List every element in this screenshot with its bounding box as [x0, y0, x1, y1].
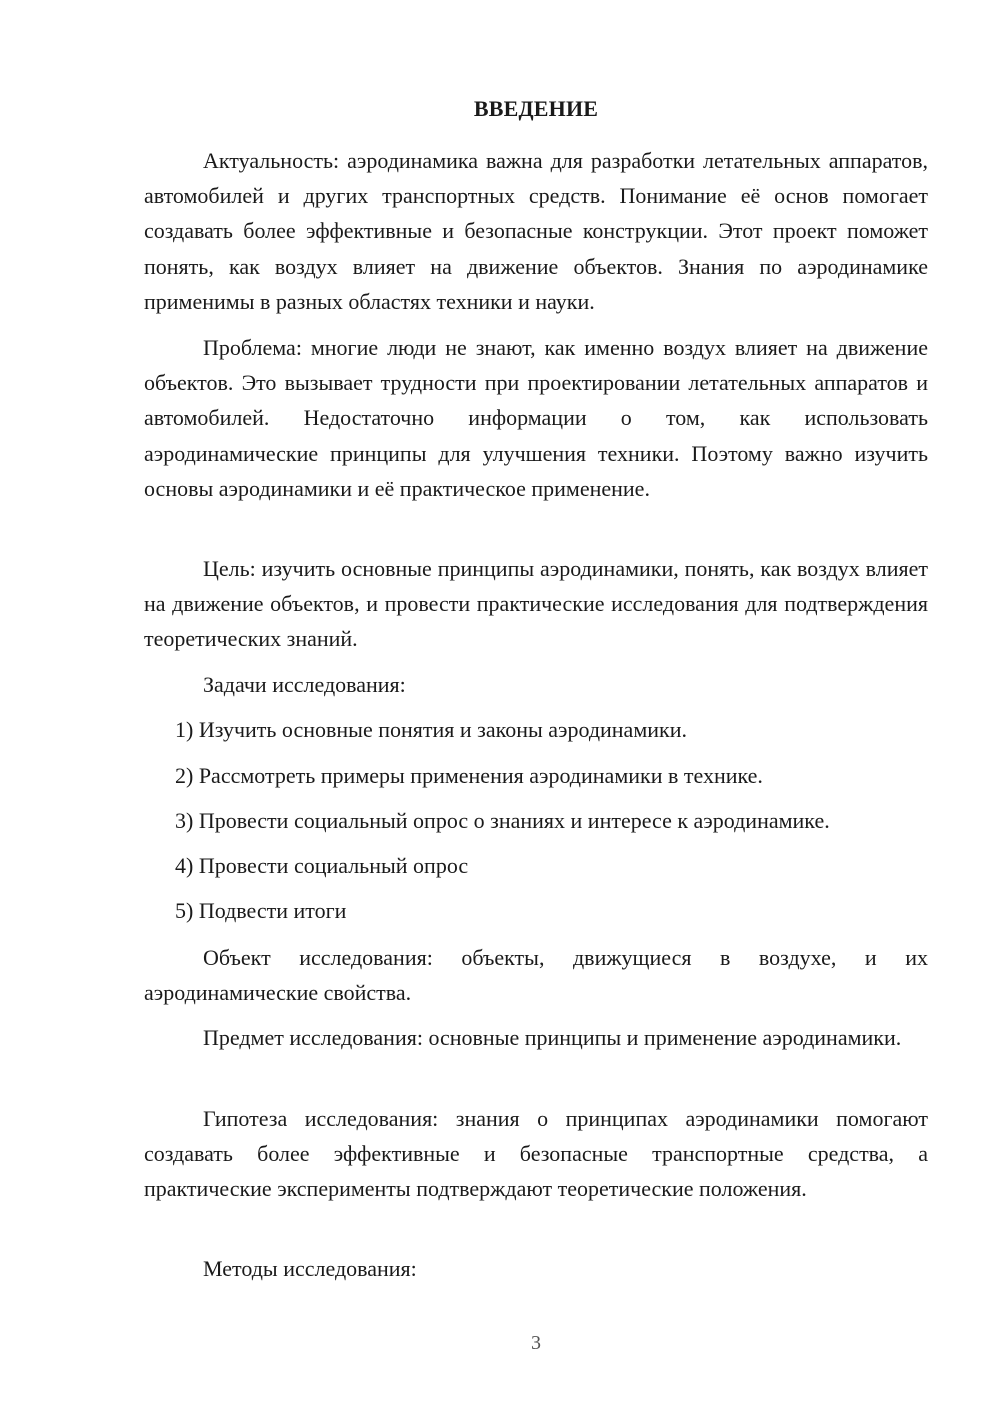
task-item: 5) Подвести итоги: [175, 898, 347, 923]
paragraph-relevance: Актуальность: аэродинамика важна для разработки летательных аппаратов, автомобилей и других транспортных средств. Понимание её основ помогает создавать более эффективные и безопасные конструкции. Этот проект поможет понять, как воздух влияет на движение объектов. Знания по аэродинамике применимы в разных областях техники и науки.: [144, 148, 928, 314]
tasks-title: Задачи исследования:: [203, 672, 406, 697]
paragraph-goal: Цель: изучить основные принципы аэродинамики, понять, как воздух влияет на движение объектов, и провести практические исследования для подтверждения теоретических знаний.: [144, 556, 928, 652]
paragraph-problem: Проблема: многие люди не знают, как именно воздух влияет на движение объектов. Это вызывает трудности при проектировании летательных аппаратов и автомобилей. Недостаточно информации о том, как использовать аэродинамические принципы для улучшения техники. Поэтому важно изучить основы аэродинамики и её практическое применение.: [144, 335, 928, 501]
paragraph-subject: Предмет исследования: основные принципы и применение аэродинамики.: [203, 1025, 902, 1050]
page-number: 3: [531, 1332, 541, 1354]
task-item: 1) Изучить основные понятия и законы аэродинамики.: [175, 717, 687, 742]
paragraph-object: Объект исследования: объекты, движущиеся в воздухе, и их аэродинамические свойства.: [144, 945, 928, 1006]
task-item: 4) Провести социальный опрос: [175, 853, 469, 878]
task-item: 3) Провести социальный опрос о знаниях и интересе к аэродинамике.: [175, 808, 830, 833]
methods-title: Методы исследования:: [203, 1256, 417, 1281]
task-item: 2) Рассмотреть примеры применения аэродинамики в технике.: [175, 763, 763, 788]
paragraph-hypothesis: Гипотеза исследования: знания о принципах аэродинамики помогают создавать более эффективные и безопасные транспортные средства, а практические эксперименты подтверждают теоретические положения.: [144, 1106, 928, 1202]
section-heading: ВВЕДЕНИЕ: [473, 96, 599, 121]
